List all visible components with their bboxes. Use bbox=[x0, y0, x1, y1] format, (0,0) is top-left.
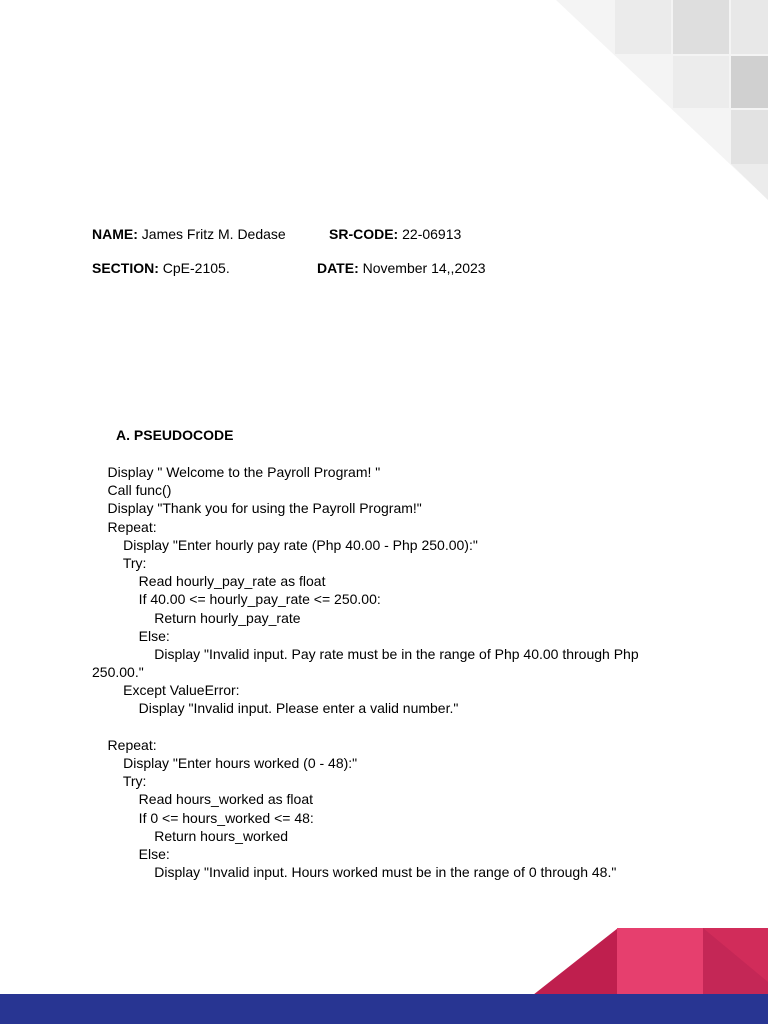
code-line: Display "Thank you for using the Payroll Program!" bbox=[92, 500, 422, 517]
date-label: DATE: bbox=[317, 260, 359, 276]
code-line: Read hours_worked as float bbox=[92, 791, 313, 808]
name-label: NAME: bbox=[92, 226, 138, 242]
srcode-value: 22-06913 bbox=[398, 226, 462, 242]
blank-line bbox=[92, 718, 662, 736]
code-line: Try: bbox=[92, 554, 147, 571]
section-label: SECTION: bbox=[92, 260, 159, 276]
srcode-row bbox=[329, 226, 461, 242]
code-line: If 40.00 <= hourly_pay_rate <= 250.00: bbox=[92, 591, 381, 608]
section-row bbox=[92, 260, 230, 276]
code-line: Else: bbox=[92, 845, 170, 862]
code-line: Return hourly_pay_rate bbox=[92, 609, 301, 626]
section-heading: A. PSEUDOCODE bbox=[116, 427, 234, 443]
code-line: If 0 <= hours_worked <= 48: bbox=[92, 809, 314, 826]
code-line: Display "Enter hourly pay rate (Php 40.00 - Php 250.00):" bbox=[92, 536, 478, 553]
code-line: Display " Welcome to the Payroll Program! " bbox=[92, 464, 381, 480]
code-line: Display "Invalid input. Please enter a valid number." bbox=[92, 700, 459, 717]
footer-bar bbox=[0, 994, 768, 1024]
code-line: Return hours_worked bbox=[92, 827, 289, 844]
decorative-corner-top bbox=[0, 0, 768, 200]
code-line: Display "Enter hours worked (0 - 48):" bbox=[92, 755, 358, 771]
section-value: CpE-2105. bbox=[158, 260, 230, 276]
date-value: November 14,,2023 bbox=[358, 260, 486, 276]
code-line: Read hourly_pay_rate as float bbox=[92, 573, 326, 590]
date-row bbox=[317, 260, 486, 276]
code-line: Display "Invalid input. Hours worked must be in the range of 0 through 48." bbox=[92, 864, 617, 881]
name-value: James Fritz M. Dedase bbox=[137, 226, 286, 242]
code-line: Try: bbox=[92, 773, 147, 790]
code-line: Display "Invalid input. Pay rate must be in the range of Php 40.00 through Php bbox=[92, 645, 639, 662]
code-line: 250.00." bbox=[92, 664, 144, 681]
pseudocode-block bbox=[92, 463, 662, 881]
srcode-label: SR-CODE: bbox=[329, 226, 399, 242]
code-line: Except ValueError: bbox=[92, 682, 240, 699]
code-line: Else: bbox=[92, 627, 170, 644]
name-row bbox=[92, 226, 286, 242]
code-line: Repeat: bbox=[92, 518, 157, 535]
decorative-corner-bottom bbox=[0, 914, 768, 1024]
code-line: Repeat: bbox=[92, 736, 157, 753]
code-line: Call func() bbox=[92, 482, 172, 499]
